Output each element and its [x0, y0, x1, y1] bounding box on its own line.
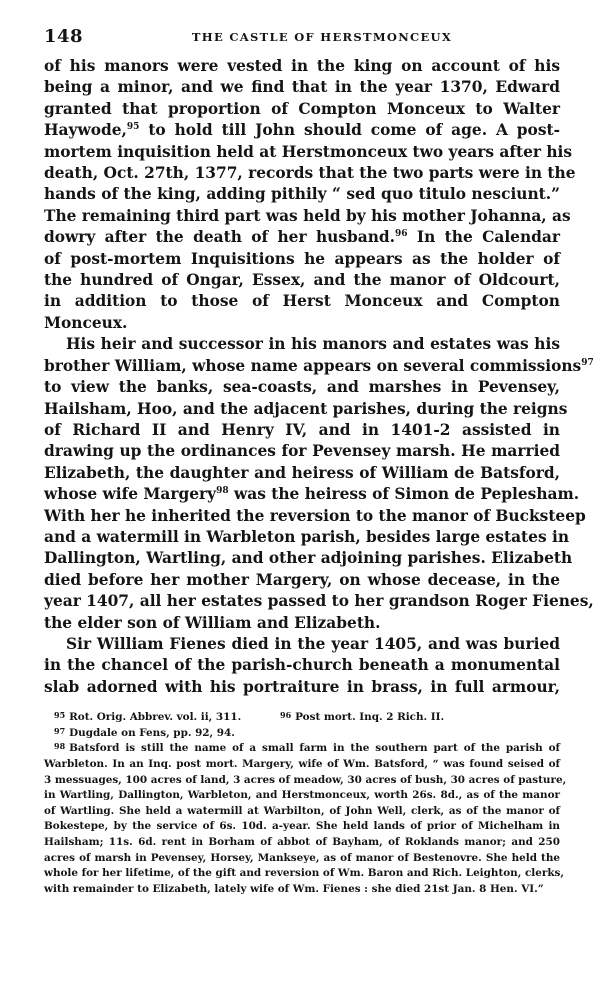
footnote-98: [44, 739, 567, 897]
text-line: of post-mortem Inquisitions he appears as the holder of: [44, 249, 560, 268]
paragraph: [44, 334, 594, 634]
page-number: 148: [44, 26, 84, 47]
text-line: to view the banks, sea-coasts, and marshes in Pevensey,: [44, 378, 560, 397]
paragraph: [44, 634, 560, 698]
footnote-mark: 95: [54, 710, 66, 721]
footnote-text: Dugdale on Fens, pp. 92, 94.: [69, 726, 235, 739]
footnote-ref-96[interactable]: 96: [395, 229, 408, 240]
text-run: to hold till John should come of age. A post-: [139, 121, 560, 140]
text-line: year 1407, all her estates passed to her grandson Roger Fienes,: [44, 592, 594, 611]
text-line: [44, 227, 560, 248]
text-line: of his manors were vested in the king on account of his: [44, 57, 560, 75]
text-line: in addition to those of Herst Monceux and Compton: [44, 292, 560, 311]
text-line: and a watermill in Warbleton parish, besides large estates in: [44, 527, 570, 546]
footnote-row: [44, 724, 560, 740]
text-line: the elder son of William and Elizabeth.: [44, 613, 381, 632]
footnote-line: acres of marsh in Pevensey, Horsey, Mankseye, as of manor of Bestenovre. She held the: [44, 851, 560, 864]
text-line: hands of the king, adding pithily “ sed quo titulo nesciunt.”: [44, 185, 560, 204]
text-line: slab adorned with his portraiture in brass, in full armour,: [44, 677, 560, 696]
body-text: [44, 56, 594, 698]
text-run: whose wife Margery: [44, 485, 217, 504]
text-line: mortem inquisition held at Herstmonceux two years after his: [44, 142, 573, 161]
footnote-line: whole for her lifetime, of the gift and reversion of Wm. Baron and Rich. Leighton, clerks,: [44, 867, 564, 880]
footnote-mark: 98: [54, 741, 66, 752]
footnote-line: in Wartling, Dallington, Warbleton, and Herstmonceux, worth 26s. 8d., as of the manor: [44, 789, 560, 802]
running-head: [44, 26, 560, 50]
running-title: THE CASTLE OF HERSTMONCEUX: [191, 30, 453, 44]
text-line: Monceux.: [44, 313, 128, 332]
text-line: death, Oct. 27th, 1377, records that the two parts were in the: [44, 164, 576, 183]
footnote-row: [44, 708, 560, 724]
text-line: With her he inherited the reversion to the manor of Bucksteep: [44, 506, 586, 525]
footnotes: [44, 708, 567, 897]
text-line: being a minor, and we find that in the year 1370, Edward: [44, 78, 560, 97]
footnote-text: Post mort. Inq. 2 Rich. II.: [295, 711, 445, 724]
footnote-line: Bokestepe, by the service of 6s. 10d. a-year. She held lands of prior of Michelham in: [44, 820, 560, 833]
text-line: drawing up the ordinances for Pevensey marsh. He married: [44, 442, 560, 461]
text-line: Sir William Fienes died in the year 1405, and was buried: [66, 634, 560, 653]
footnote-ref-98[interactable]: 98: [216, 486, 229, 497]
text-line: Dallington, Wartling, and other adjoining parishes. Elizabeth: [44, 549, 573, 568]
text-run: Haywode,: [44, 121, 127, 140]
footnote-ref-95[interactable]: 95: [126, 122, 140, 133]
text-line: the hundred of Ongar, Essex, and the manor of Oldcourt,: [44, 271, 560, 290]
text-line: [44, 120, 560, 141]
text-run: dowry after the death of her husband.: [44, 228, 396, 247]
text-line: died before her mother Margery, on whose decease, in the: [44, 570, 560, 589]
text-line: in the chancel of the parish-church beneath a monumental: [44, 656, 560, 675]
footnote-text: Rot. Orig. Abbrev. vol. ii, 311.: [69, 711, 242, 724]
footnote-line: Hailsham; 11s. 6d. rent in Borham of abbot of Bayham, of Roklands manor; and 250: [44, 835, 560, 848]
text-line: Hailsham, Hoo, and the adjacent parishes, during the reigns: [44, 399, 568, 418]
footnote-line: of Wartling. She held a watermill at Warbilton, of John Well, clerk, as of the manor of: [44, 804, 560, 817]
footnote-line: with remainder to Elizabeth, lately wife of Wm. Fienes : she died 21st Jan. 8 Hen. VI.”: [44, 882, 544, 895]
footnote-line: Warbleton. In an Inq. post mort. Margery, wife of Wm. Batsford, “ was found seised of: [44, 757, 560, 770]
text-line: granted that proportion of Compton Monceux to Walter: [44, 99, 560, 118]
footnote-line: [44, 739, 560, 757]
text-line: His heir and successor in his manors and estates was his: [66, 335, 560, 354]
footnote-mark: 97: [54, 725, 66, 736]
footnote-ref-97[interactable]: 97: [581, 357, 594, 368]
text-run: was the heiress of Simon de Peplesham.: [228, 485, 580, 504]
footnote-text: Batsford is still the name of a small farm in the southern part of the parish of: [69, 742, 560, 755]
text-run: In the Calendar: [407, 228, 560, 247]
paragraph: [44, 56, 576, 334]
text-line: Elizabeth, the daughter and heiress of William de Batsford,: [44, 463, 560, 482]
text-line: [44, 356, 594, 377]
footnote-97: [54, 724, 235, 742]
footnote-line: 3 messuages, 100 acres of land, 3 acres of meadow, 30 acres of bush, 30 acres of pasture,: [44, 773, 567, 786]
text-line: The remaining third part was held by his mother Johanna, as: [44, 206, 571, 225]
text-line: of Richard II and Henry IV, and in 1401-2 assisted in: [44, 420, 560, 439]
footnote-mark: 96: [280, 710, 292, 721]
text-run: brother William, whose name appears on several commissions: [44, 356, 582, 375]
text-line: [44, 484, 580, 505]
